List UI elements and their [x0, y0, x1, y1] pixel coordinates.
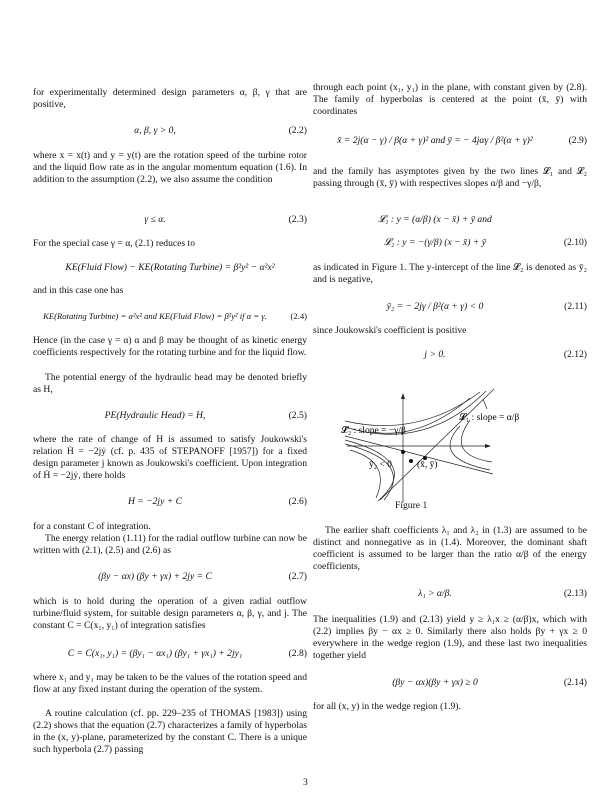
equation-number: (2.12)	[563, 349, 587, 360]
paragraph: where x₁ and y₁ may be taken to be the values of the rotation speed and flow at any fixed instant during the operation of the system.	[33, 672, 307, 695]
origin-point	[401, 450, 405, 454]
equation-body: 𝓛₂ : y = −(γ/β) (x − x̄) + ȳ	[383, 237, 487, 248]
paragraph: where the rate of change of H is assumed to satisfy Joukowski's relation Ḣ = −2jẏ (cf. p. 435 of STEPANOFF [1957]) for a fixed design parameter j known as Joukowski's coefficient. Upon integration of Ḣ = −2jẏ, there holds	[33, 434, 307, 481]
equation-number: (2.4)	[290, 311, 307, 321]
equation-number: (2.2)	[288, 125, 307, 136]
equation-body: H = −2jy + C	[127, 496, 183, 507]
paragraph: where x = x(t) and y = y(t) are the rotation speed of the turbine rotor and the liquid flow rate as in the angular momentum equation (1.6). In addition to the assumption (2.2), we also assume the condition	[33, 150, 307, 185]
equation-body: 𝓛₁ : y = (α/β) (x − x̄) + ȳ and	[378, 214, 492, 225]
hyperbola-branch	[345, 444, 394, 500]
equation-body: α, β, γ > 0,	[134, 125, 176, 136]
paragraph: and in this case one has	[33, 285, 124, 296]
equation-body: KE(Fluid Flow) − KE(Rotating Turbine) = β²y² − α²x²	[65, 262, 275, 273]
equation-2-13	[313, 587, 587, 601]
equation-body: KE(Rotating Turbine) = α²x² and KE(Fluid Flow) = β²y² if α = γ.	[43, 311, 267, 321]
equation-body: C = C(x₁, y₁) = (βy₁ − αx₁) (βy₁ + γx₁) + 2jy₁	[67, 648, 243, 659]
point-y2	[409, 459, 413, 463]
equation-number: (2.5)	[288, 410, 307, 421]
paragraph: A routine calculation (cf. pp. 229–235 of THOMAS [1983]) using (2.2) shows that the equation (2.7) characterizes a family of hyperbolas in the (x, y)-plane, parameterized by the constant C. There is a unique such hyperbola (2.7) passing	[33, 708, 307, 755]
paragraph: which is to hold during the operation of a given radial outflow turbine/fluid system, for suitable design parameters α, β, γ, and j. The constant C = C(x₁, y₁) of integration satisfies	[33, 596, 307, 631]
hyperbola-branch	[461, 420, 492, 462]
equation-body: (βy − αx)(βy + γx) ≥ 0	[392, 677, 478, 688]
paragraph: The earlier shaft coefficients λ₁ and λ₂ in (1.3) are assumed to be distinct and nonnegative as in (1.4). Moreover, the dominant shaft coefficient is assumed to be larger than the ratio α/β of the energy coefficients,	[313, 525, 587, 572]
equation-number: (2.10)	[563, 237, 587, 248]
figure-caption: Figure 1	[395, 500, 428, 511]
l2-label: 𝓛₂ : slope = −γ/β	[341, 426, 406, 436]
equation-number: (2.13)	[563, 588, 587, 599]
equation-number: (2.9)	[568, 135, 587, 146]
y2-label: ȳ₂ < 0	[369, 460, 392, 470]
l1-label: 𝓛₁ : slope = α/β	[459, 413, 520, 423]
paragraph: and the family has asymptotes given by the two lines 𝓛₁ and 𝓛₂ passing through (x̄, ȳ) with respectives slopes α/β and −γ/β,	[313, 166, 587, 189]
equation-number: (2.8)	[288, 648, 307, 659]
paragraph: for all (x, y) in the wedge region (1.9).	[313, 701, 461, 712]
label-pointer	[483, 399, 487, 409]
paragraph: Hence (in the case γ = α) α and β may be thought of as kinetic energy coefficients respectively for the rotating turbine and for the liquid flow.	[33, 335, 307, 358]
equation-2-14	[313, 676, 587, 690]
paragraph: The potential energy of the hydraulic head may be denoted briefly as H,	[33, 372, 307, 395]
paragraph: through each point (x₁, y₁) in the plane, with constant given by (2.8). The family of hyperbolas is centered at the point (x̄, ȳ) with coordinates	[313, 82, 587, 117]
hyperbola-branch	[345, 440, 394, 501]
paragraph: The inequalities (1.9) and (2.13) yield y ≥ λ₁x ≥ (α/β)x, which with (2.2) implies βy − αx ≥ 0. Similarly there also holds βy + γx ≥ 0 everywhere in the wedge region (1.9), and these last two inequalities together yield	[313, 614, 587, 661]
hyperbola-branch	[450, 426, 490, 470]
paragraph: For the special case γ = α, (2.1) reduces to	[33, 238, 195, 249]
equation-body: x̄ = 2j(α − γ) / β(α + γ)² and ȳ = − 4jαγ / β²(α + γ)²	[337, 135, 533, 146]
y-axis-arrow-icon	[401, 393, 405, 399]
equation-body: γ ≤ α.	[144, 214, 166, 225]
equation-number: (2.14)	[563, 677, 587, 688]
equation-body: j > 0.	[424, 349, 446, 360]
center-label: (x̄, ȳ)	[417, 460, 438, 470]
hyperbola-branch	[350, 450, 380, 498]
asymptote-l1	[380, 389, 494, 500]
paragraph: for experimentally determined design parameters α, β, γ that are positive,	[33, 87, 307, 110]
paragraph: as indicated in Figure 1. The y-intercept of the line 𝓛₂ is denoted as ȳ₂ and is negative,	[313, 262, 587, 285]
equation-body: PE(Hydraulic Head) = H,	[104, 410, 206, 421]
paragraph: since Joukowski's coefficient is positive	[313, 325, 467, 336]
equation-body: ȳ₂ = − 2jγ / β²(α + γ) < 0	[386, 301, 484, 312]
equation-body: (βy − αx) (βy + γx) + 2jy = C	[98, 571, 212, 582]
paragraph: for a constant C of integration.	[33, 521, 151, 532]
equation-number: (2.11)	[564, 301, 587, 312]
equation-body: λ₁ > α/β.	[418, 588, 452, 599]
x-axis-arrow-icon	[485, 444, 491, 448]
page-number: 3	[303, 777, 308, 788]
equation-number: (2.3)	[288, 214, 307, 225]
paragraph: The energy relation (1.11) for the radial outflow turbine can now be written with (2.1), (2.5) and (2.6) as	[33, 533, 307, 556]
equation-number: (2.7)	[288, 571, 307, 582]
equation-number: (2.6)	[288, 496, 307, 507]
